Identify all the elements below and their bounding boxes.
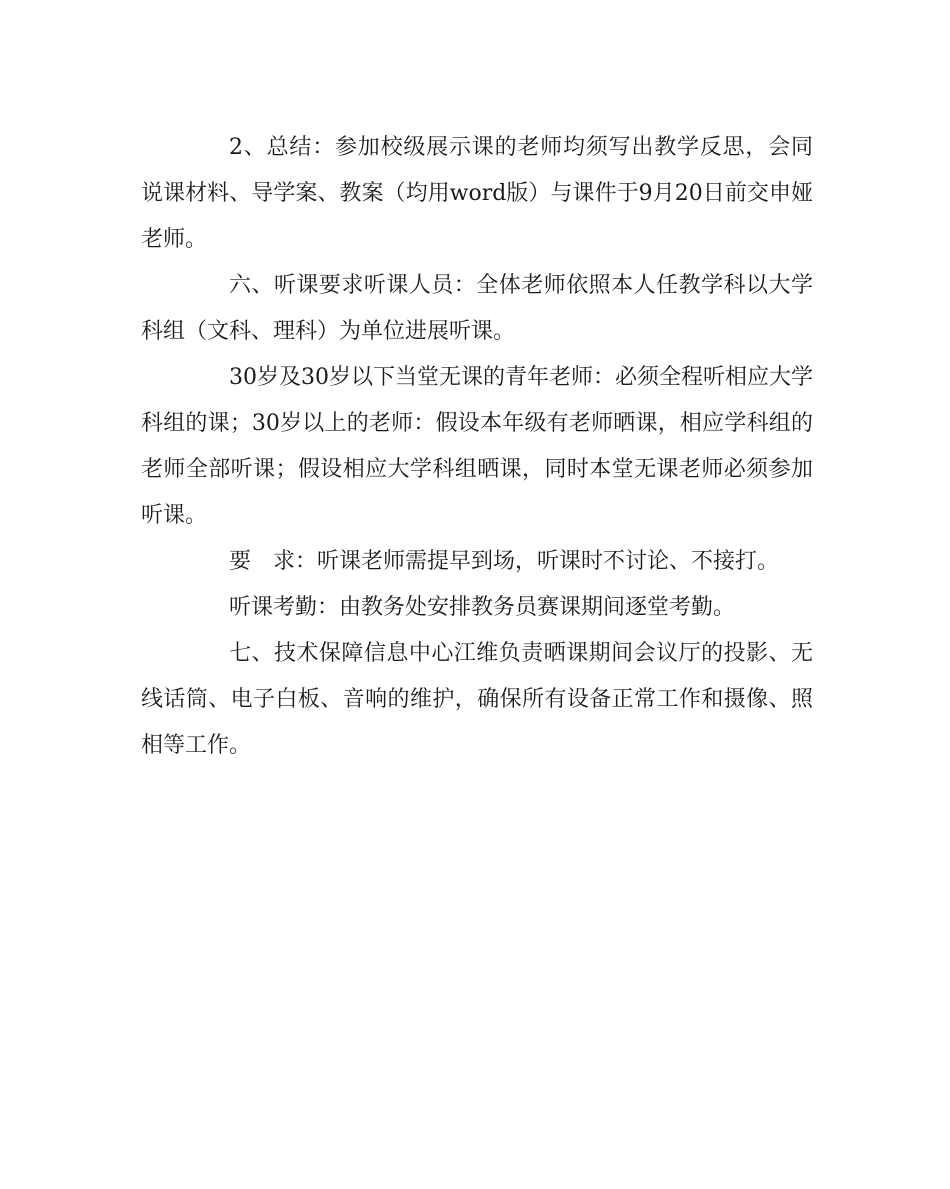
paragraph-listening-requirements: 六、听课要求听课人员：全体老师依照本人任教学科以大学科组（文科、理科）为单位进展听课。 (141, 273, 813, 344)
paragraph-young-teachers: 30岁及30岁以下当堂无课的青年老师：必须全程听相应大学科组的课；30岁以上的老师：假设本年级有老师晒课，相应学科组的老师全部听课；假设相应大学科组晒课，同时本堂无课老师必须参加听课。 (141, 365, 813, 528)
document-body (141, 125, 813, 769)
paragraph-attendance: 听课考勤：由教务处安排教务员赛课期间逐堂考勤。 (229, 595, 736, 620)
paragraph-summary: 2、总结：参加校级展示课的老师均须写出教学反思，会同说课材料、导学案、教案（均用word版）与课件于9月20日前交申娅老师。 (141, 135, 813, 252)
paragraph-requirements: 要 求：听课老师需提早到场，听课时不讨论、不接打。 (229, 549, 780, 574)
paragraph-technical-support: 七、技术保障信息中心江维负责晒课期间会议厅的投影、无线话筒、电子白板、音响的维护，确保所有设备正常工作和摄像、照相等工作。 (141, 641, 813, 758)
